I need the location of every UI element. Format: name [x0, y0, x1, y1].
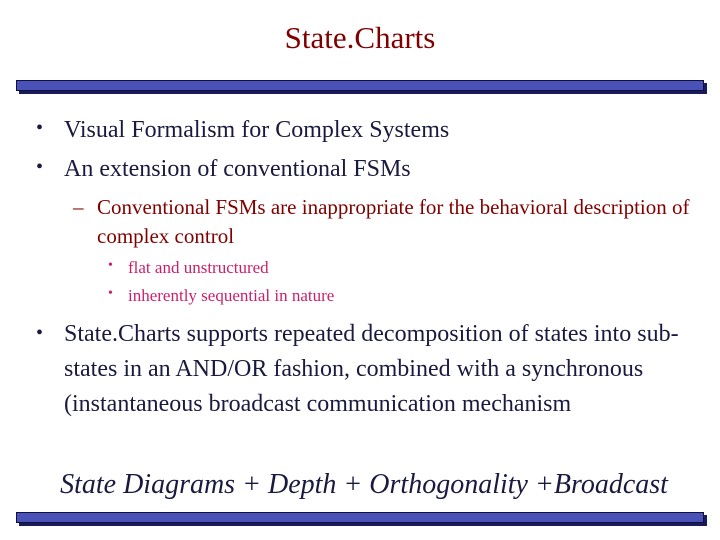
sub-sub-bullet-text: flat and unstructured: [128, 258, 269, 277]
bullet-dot-icon: •: [36, 117, 44, 139]
sub-sub-bullet-text: inherently sequential in nature: [128, 286, 335, 305]
top-divider-bar: [16, 80, 704, 91]
bottom-divider-bar: [16, 512, 704, 523]
bullet-text: State.Charts supports repeated decomposition of states into sub-states in an AND/OR fashion, combined with a synchronous (instantaneous broadcast communication mechanism: [64, 321, 679, 417]
bullet-dot-icon: •: [108, 258, 113, 273]
slide-footer-equation: State Diagrams + Depth + Orthogonality +Broadcast: [60, 469, 668, 500]
bullet-dot-icon: •: [36, 156, 44, 178]
bullet-text: Visual Formalism for Complex Systems: [64, 117, 450, 143]
dash-icon: –: [73, 195, 84, 219]
bullet-dot-icon: •: [108, 286, 113, 301]
bullet-dot-icon: •: [36, 322, 44, 344]
slide-title: State.Charts: [284, 20, 436, 55]
sub-bullet-text: Conventional FSMs are inappropriate for the behavioral description of complex control: [97, 195, 690, 248]
bullet-text: An extension of conventional FSMs: [64, 156, 411, 182]
